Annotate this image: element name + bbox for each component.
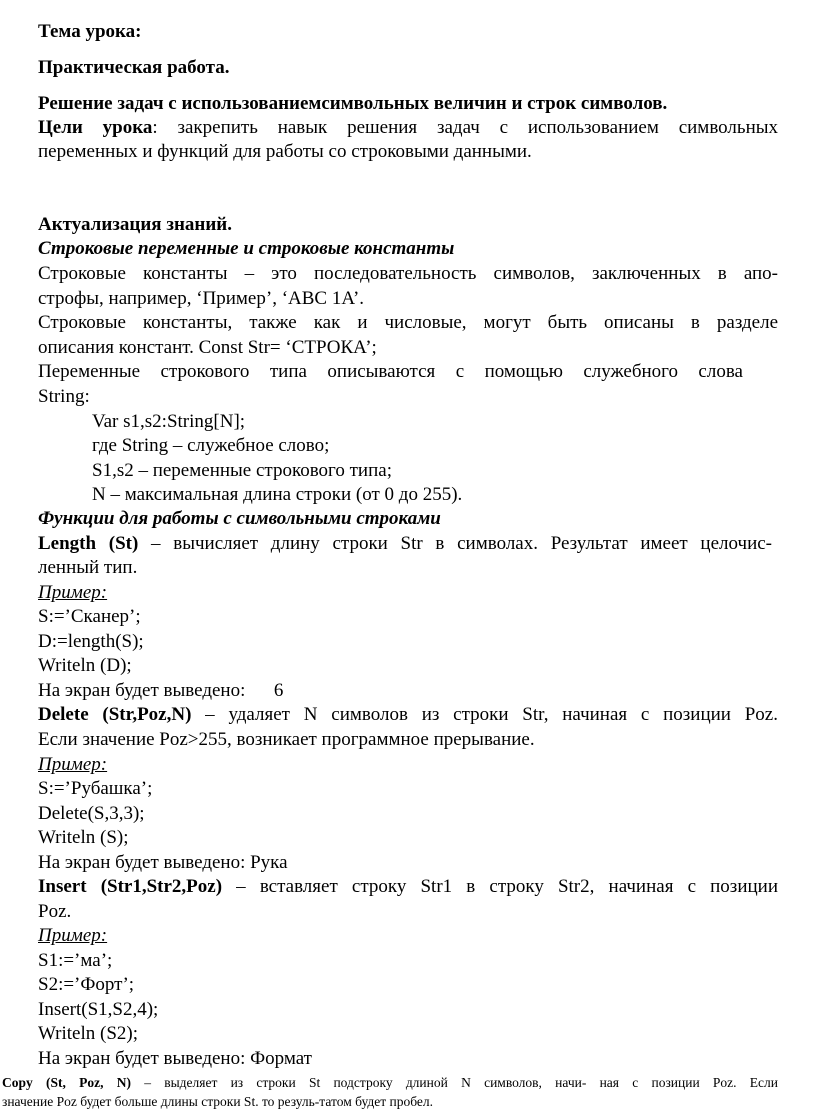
work-title: Практическая работа.	[38, 57, 230, 78]
p3-line-1: Переменные строкового типа описываются с помощью служебного слова	[38, 361, 743, 382]
delete-result: На экран будет выведено: Рука	[38, 852, 288, 873]
p3-line-2: String:	[38, 386, 90, 407]
copy-desc-2: значение Poz будет больше длины строки St. то резуль-татом будет пробел.	[2, 1094, 434, 1109]
goals-label: Цели урока	[38, 117, 153, 138]
length-desc-2: ленный тип.	[38, 557, 138, 578]
code-line-4: N – максимальная длина строки (от 0 до 255).	[92, 484, 463, 505]
actualization-heading: Актуализация знаний.	[38, 214, 233, 235]
length-ex-1: S:=’Сканер’;	[38, 606, 141, 627]
code-line-1: Var s1,s2:String[N];	[92, 411, 246, 432]
goals-line-2: переменных и функций для работы со строковыми данными.	[38, 141, 532, 162]
functions-heading: Функции для работы с символьными строками	[38, 508, 441, 529]
delete-example-label: Пример:	[38, 754, 108, 775]
goals-text-1: : закрепить навык решения задач с использованием символьных	[152, 117, 778, 138]
delete-ex-1: S:=’Рубашка’;	[38, 778, 153, 799]
delete-desc-2: Если значение Poz>255, возникает программное прерывание.	[38, 729, 535, 750]
insert-ex-4: Writeln (S2);	[38, 1023, 139, 1044]
strings-subheading: Строковые переменные и строковые константы	[38, 238, 455, 259]
delete-ex-3: Writeln (S);	[38, 827, 129, 848]
insert-ex-2: S2:=’Форт’;	[38, 974, 135, 995]
p2-line-1: Строковые константы, также как и числовые, могут быть описаны в разделе	[38, 312, 778, 333]
delete-ex-2: Delete(S,3,3);	[38, 803, 145, 824]
insert-desc-2: Poz.	[38, 901, 72, 922]
insert-example-label: Пример:	[38, 925, 108, 946]
length-example-label: Пример:	[38, 582, 108, 603]
p1-line-2: строфы, например, ‘Пример’, ‘ABC 1A’.	[38, 288, 365, 309]
copy-desc-text: – выделяет из строки St подстроку длиной N символов, начи- ная с позиции Poz. Если	[130, 1075, 778, 1090]
topic-heading: Тема урока:	[38, 21, 142, 42]
length-result: На экран будет выведено: 6	[38, 680, 284, 701]
delete-name: Delete (Str,Poz,N)	[38, 704, 192, 725]
insert-desc-1	[38, 875, 778, 899]
code-line-2: где String – служебное слово;	[92, 435, 330, 456]
copy-desc-1	[2, 1074, 778, 1091]
insert-ex-1: S1:=’ма’;	[38, 950, 113, 971]
insert-ex-3: Insert(S1,S2,4);	[38, 999, 159, 1020]
length-desc-1	[38, 532, 772, 556]
insert-desc-text: – вставляет строку Str1 в строку Str2, начиная с позиции	[222, 876, 778, 897]
p2-line-2: описания констант. Const Str= ‘СТРОКА’;	[38, 337, 377, 358]
task-title: Решение задач с использованиемсимвольных величин и строк символов.	[38, 93, 668, 114]
code-line-3: S1,s2 – переменные строкового типа;	[92, 460, 392, 481]
length-desc-text: – вычисляет длину строки Str в символах. Результат имеет целочис-	[138, 533, 772, 554]
insert-result: На экран будет выведено: Формат	[38, 1048, 312, 1069]
goals-line-1	[38, 116, 778, 140]
length-ex-3: Writeln (D);	[38, 655, 132, 676]
p1-line-1: Строковые константы – это последовательность символов, заключенных в апо-	[38, 263, 778, 284]
insert-name: Insert (Str1,Str2,Poz)	[38, 876, 223, 897]
delete-desc-1	[38, 703, 778, 727]
length-ex-2: D:=length(S);	[38, 631, 144, 652]
length-name: Length (St)	[38, 533, 139, 554]
copy-name: Copy (St, Poz, N)	[2, 1075, 131, 1090]
delete-desc-text: – удаляет N символов из строки Str, начиная с позиции Poz.	[191, 704, 778, 725]
